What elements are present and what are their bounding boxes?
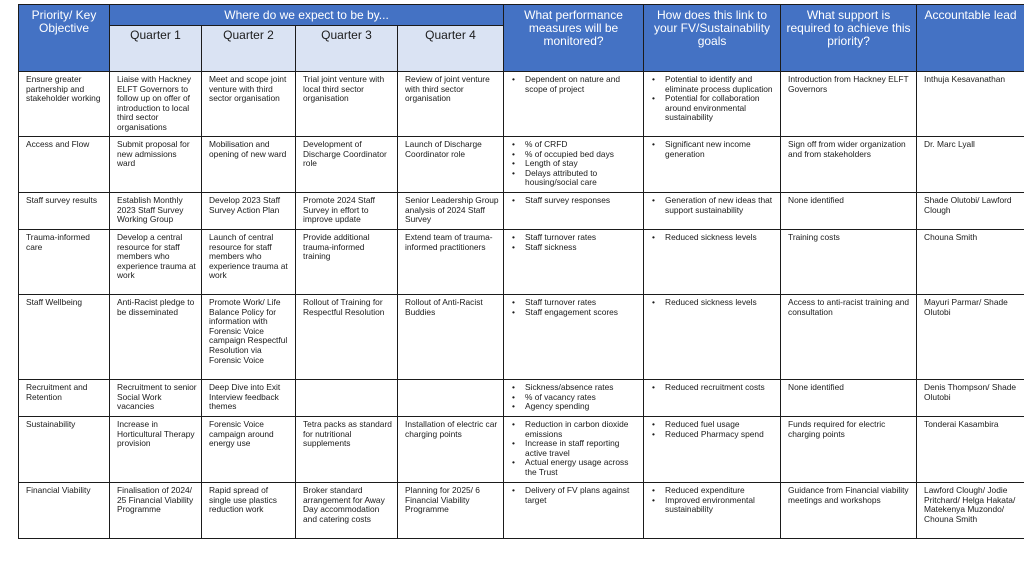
lead-cell: Mayuri Parmar/ Shade Olutobi [917, 295, 1024, 380]
fv-link-cell [644, 483, 781, 539]
fv-link-cell-list [651, 486, 776, 515]
fv-link-cell [644, 380, 781, 417]
quarter-4-cell: Rollout of Anti-Racist Buddies [398, 295, 504, 380]
bullet-item: • Significant new income generation [651, 140, 776, 159]
bullet-item: • Agency spending [511, 402, 639, 412]
bullet-item: • Staff turnover rates [511, 233, 639, 243]
bullet-item: • Reduced fuel usage [651, 420, 776, 430]
measures-cell-list [511, 420, 639, 478]
bullet-item: • % of vacancy rates [511, 393, 639, 403]
header-support: What support is required to achieve this priority? [781, 5, 917, 72]
table-body [19, 72, 1024, 539]
priority-cell: Access and Flow [19, 137, 110, 193]
table-row [19, 193, 1024, 230]
bullet-item: • Reduced sickness levels [651, 298, 776, 308]
priority-cell: Ensure greater partnership and stakeholder working [19, 72, 110, 137]
bullet-item: • Staff turnover rates [511, 298, 639, 308]
quarter-4-cell: Senior Leadership Group analysis of 2024 Staff Survey [398, 193, 504, 230]
bullet-item: • Reduced expenditure [651, 486, 776, 496]
fv-link-cell [644, 295, 781, 380]
quarter-2-cell: Mobilisation and opening of new ward [202, 137, 296, 193]
priority-cell: Recruitment and Retention [19, 380, 110, 417]
fv-link-cell-list [651, 233, 776, 243]
support-cell: Introduction from Hackney ELFT Governors [781, 72, 917, 137]
bullet-item: • Reduction in carbon dioxide emissions [511, 420, 639, 439]
bullet-item: • Increase in staff reporting active travel [511, 439, 639, 458]
quarter-2-cell: Promote Work/ Life Balance Policy for information with Forensic Voice campaign Respectful Resolution via Forensic Voice [202, 295, 296, 380]
measures-cell [504, 193, 644, 230]
fv-link-cell-list [651, 75, 776, 123]
support-cell: Sign off from wider organization and from stakeholders [781, 137, 917, 193]
quarter-2-cell: Rapid spread of single use plastics reduction work [202, 483, 296, 539]
lead-cell: Inthuja Kesavanathan [917, 72, 1024, 137]
support-cell: Funds required for electric charging points [781, 417, 917, 483]
measures-cell-list [511, 486, 639, 505]
quarter-3-cell: Tetra packs as standard for nutritional supplements [296, 417, 398, 483]
priorities-table [18, 4, 1024, 539]
fv-link-cell-list [651, 383, 776, 393]
measures-cell [504, 380, 644, 417]
bullet-item: • Dependent on nature and scope of project [511, 75, 639, 94]
quarter-1-cell: Develop a central resource for staff members who experience trauma at work [110, 230, 202, 295]
measures-cell [504, 72, 644, 137]
quarter-1-cell: Increase in Horticultural Therapy provision [110, 417, 202, 483]
quarter-3-cell: Provide additional trauma-informed training [296, 230, 398, 295]
quarter-1-cell: Establish Monthly 2023 Staff Survey Working Group [110, 193, 202, 230]
fv-link-cell-list [651, 298, 776, 308]
quarter-3-cell: Broker standard arrangement for Away Day accommodation and catering costs [296, 483, 398, 539]
quarter-2-cell: Forensic Voice campaign around energy use [202, 417, 296, 483]
fv-link-cell-list [651, 420, 776, 439]
support-cell: None identified [781, 380, 917, 417]
fv-link-cell-list [651, 196, 776, 215]
quarter-4-cell [398, 380, 504, 417]
priority-cell: Staff survey results [19, 193, 110, 230]
lead-cell: Denis Thompson/ Shade Olutobi [917, 380, 1024, 417]
bullet-item: • % of CRFD [511, 140, 639, 150]
support-cell: Training costs [781, 230, 917, 295]
priority-cell: Staff Wellbeing [19, 295, 110, 380]
bullet-item: • Improved environmental sustainability [651, 496, 776, 515]
header-quarter-2: Quarter 2 [202, 26, 296, 72]
fv-link-cell [644, 72, 781, 137]
table-row [19, 417, 1024, 483]
quarter-3-cell: Rollout of Training for Respectful Resolution [296, 295, 398, 380]
bullet-item: • Staff sickness [511, 243, 639, 253]
table-row [19, 72, 1024, 137]
bullet-item: • Staff survey responses [511, 196, 639, 206]
measures-cell-list [511, 140, 639, 188]
quarter-3-cell [296, 380, 398, 417]
header-priority: Priority/ Key Objective [19, 5, 110, 72]
bullet-item: • Staff engagement scores [511, 308, 639, 318]
lead-cell: Tonderai Kasambira [917, 417, 1024, 483]
header-fv-link: How does this link to your FV/Sustainability goals [644, 5, 781, 72]
quarter-4-cell: Planning for 2025/ 6 Financial Viability Programme [398, 483, 504, 539]
quarter-2-cell: Launch of central resource for staff members who experience trauma at work [202, 230, 296, 295]
quarter-2-cell: Deep Dive into Exit Interview feedback themes [202, 380, 296, 417]
fv-link-cell-list [651, 140, 776, 159]
quarter-1-cell: Anti-Racist pledge to be disseminated [110, 295, 202, 380]
quarter-4-cell: Extend team of trauma-informed practitioners [398, 230, 504, 295]
measures-cell [504, 137, 644, 193]
bullet-item: • Reduced recruitment costs [651, 383, 776, 393]
table-row [19, 230, 1024, 295]
support-cell: Access to anti-racist training and consultation [781, 295, 917, 380]
table-header [19, 5, 1024, 72]
fv-link-cell [644, 417, 781, 483]
header-monitored: What performance measures will be monitored? [504, 5, 644, 72]
priority-cell: Trauma-informed care [19, 230, 110, 295]
header-quarter-3: Quarter 3 [296, 26, 398, 72]
lead-cell: Dr. Marc Lyall [917, 137, 1024, 193]
quarter-1-cell: Recruitment to senior Social Work vacancies [110, 380, 202, 417]
bullet-item: • Reduced Pharmacy spend [651, 430, 776, 440]
measures-cell-list [511, 383, 639, 412]
measures-cell [504, 295, 644, 380]
fv-link-cell [644, 137, 781, 193]
lead-cell: Lawford Clough/ Jodie Pritchard/ Helga Hakata/ Matekenya Muzondo/ Chouna Smith [917, 483, 1024, 539]
priority-cell: Financial Viability [19, 483, 110, 539]
measures-cell-list [511, 298, 639, 317]
table-row [19, 380, 1024, 417]
table-row [19, 137, 1024, 193]
measures-cell-list [511, 233, 639, 252]
fv-link-cell [644, 193, 781, 230]
quarter-1-cell: Liaise with Hackney ELFT Governors to follow up on offer of introduction to local third sector organisations [110, 72, 202, 137]
quarter-3-cell: Trial joint venture with local third sector organisation [296, 72, 398, 137]
bullet-item: • Sickness/absence rates [511, 383, 639, 393]
bullet-item: • Actual energy usage across the Trust [511, 458, 639, 477]
quarter-4-cell: Installation of electric car charging points [398, 417, 504, 483]
bullet-item: • Potential for collaboration around environmental sustainability [651, 94, 776, 123]
bullet-item: • Delays attributed to housing/social care [511, 169, 639, 188]
measures-cell [504, 483, 644, 539]
measures-cell-list [511, 75, 639, 94]
bullet-item: • Delivery of FV plans against target [511, 486, 639, 505]
lead-cell: Shade Olutobi/ Lawford Clough [917, 193, 1024, 230]
quarter-2-cell: Meet and scope joint venture with third sector organisation [202, 72, 296, 137]
fv-link-cell [644, 230, 781, 295]
quarter-3-cell: Development of Discharge Coordinator role [296, 137, 398, 193]
bullet-item: • Generation of new ideas that support sustainability [651, 196, 776, 215]
header-quarter-1: Quarter 1 [110, 26, 202, 72]
table-row [19, 295, 1024, 380]
header-lead: Accountable lead [917, 5, 1024, 72]
bullet-item: • Length of stay [511, 159, 639, 169]
quarter-1-cell: Submit proposal for new admissions ward [110, 137, 202, 193]
measures-cell-list [511, 196, 639, 206]
support-cell: Guidance from Financial viability meetings and workshops [781, 483, 917, 539]
quarter-4-cell: Review of joint venture with third sector organisation [398, 72, 504, 137]
header-quarter-4: Quarter 4 [398, 26, 504, 72]
bullet-item: • Reduced sickness levels [651, 233, 776, 243]
quarter-1-cell: Finalisation of 2024/ 25 Financial Viability Programme [110, 483, 202, 539]
lead-cell: Chouna Smith [917, 230, 1024, 295]
measures-cell [504, 230, 644, 295]
table-row [19, 483, 1024, 539]
priorities-table-container [18, 4, 1024, 539]
measures-cell [504, 417, 644, 483]
header-where: Where do we expect to be by... [110, 5, 504, 26]
priority-cell: Sustainability [19, 417, 110, 483]
support-cell: None identified [781, 193, 917, 230]
bullet-item: • Potential to identify and eliminate process duplication [651, 75, 776, 94]
bullet-item: • % of occupied bed days [511, 150, 639, 160]
quarter-3-cell: Promote 2024 Staff Survey in effort to improve update [296, 193, 398, 230]
quarter-4-cell: Launch of Discharge Coordinator role [398, 137, 504, 193]
quarter-2-cell: Develop 2023 Staff Survey Action Plan [202, 193, 296, 230]
